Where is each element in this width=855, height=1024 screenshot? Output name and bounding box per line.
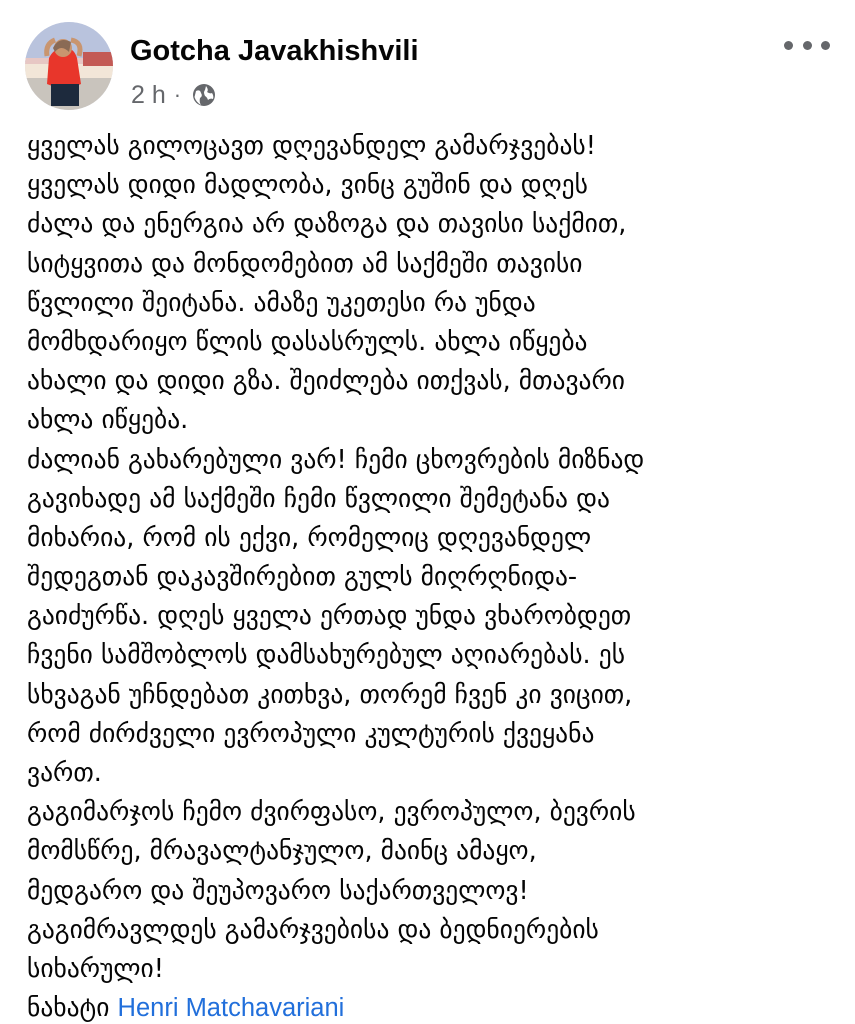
tagged-user-link[interactable]: Henri Matchavariani [117, 994, 345, 1023]
message-line: ძალიან გახარებული ვარ! ჩემი ცხოვრების მიზნად [27, 444, 645, 475]
message-line: წვლილი შეიტანა. ამაზე უკეთესი რა უნდა [27, 287, 536, 318]
message-line: ძალა და ენერგია არ დაზოგა და თავისი საქმით, [27, 209, 627, 240]
author-avatar[interactable] [25, 22, 113, 110]
message-line: რომ ძირძველი ევროპული კულტურის ქვეყანა [27, 718, 595, 749]
message-line: სიხარული! [27, 953, 164, 984]
message-line: ვართ. [27, 758, 102, 788]
avatar-image [25, 22, 113, 110]
post-meta [131, 80, 217, 110]
message-line: ყველას დიდი მადლობა, ვინც გუშინ და დღეს [27, 170, 588, 201]
more-dot [784, 41, 793, 50]
message-line: ახალი და დიდი გზა. შეიძლება ითქვას, მთავარი [27, 366, 626, 397]
message-line: მიხარია, რომ ის ექვი, რომელიც დღევანდელ [27, 522, 592, 553]
message-line: სიტყვითა და მონდომებით ამ საქმეში თავისი [27, 248, 583, 279]
globe-icon[interactable] [191, 82, 217, 108]
message-line: ახლა იწყება. [27, 405, 189, 436]
message-line: მომხდარიყო წლის დასასრულს. ახლა იწყება [27, 326, 588, 357]
credit-prefix: ნახატი [27, 993, 110, 1024]
more-dot [821, 41, 830, 50]
post-timestamp[interactable]: 2 h [131, 80, 166, 109]
post-header [0, 0, 855, 120]
message-line: გაიძურწა. დღეს ყველა ერთად უნდა ვხარობდეთ [27, 601, 632, 632]
more-options-icon[interactable] [784, 30, 830, 60]
message-line: სხვაგან უჩნდებათ კითხვა, თორემ ჩვენ კი ვიცით, [27, 679, 633, 710]
message-line: გაგიმრავლდეს გამარჯვებისა და ბედნიერების [27, 914, 599, 945]
message-line: გავიხადე ამ საქმეში ჩემი წვლილი შემეტანა და [27, 483, 610, 514]
credit-line [27, 989, 837, 1024]
more-dot [803, 41, 812, 50]
message-line: მედგარო და შეუპოვარო საქართველოვ! [27, 875, 529, 906]
author-name[interactable]: Gotcha Javakhishvili [130, 35, 419, 67]
message-line: ყველას გილოცავთ დღევანდელ გამარჯვებას! [27, 131, 596, 161]
message-line: მომსწრე, მრავალტანჯულო, მაინც ამაყო, [27, 836, 537, 867]
message-line: გაგიმარჯოს ჩემო ძვირფასო, ევროპულო, ბევრის [27, 797, 636, 828]
post-message [27, 127, 837, 1024]
meta-separator: · [173, 82, 182, 107]
message-line: შედეგთან დაკავშირებით გულს მიღრღნიდა- [27, 562, 578, 593]
message-line: ჩვენი სამშობლოს დამსახურებულ აღიარებას. ეს [27, 640, 626, 671]
